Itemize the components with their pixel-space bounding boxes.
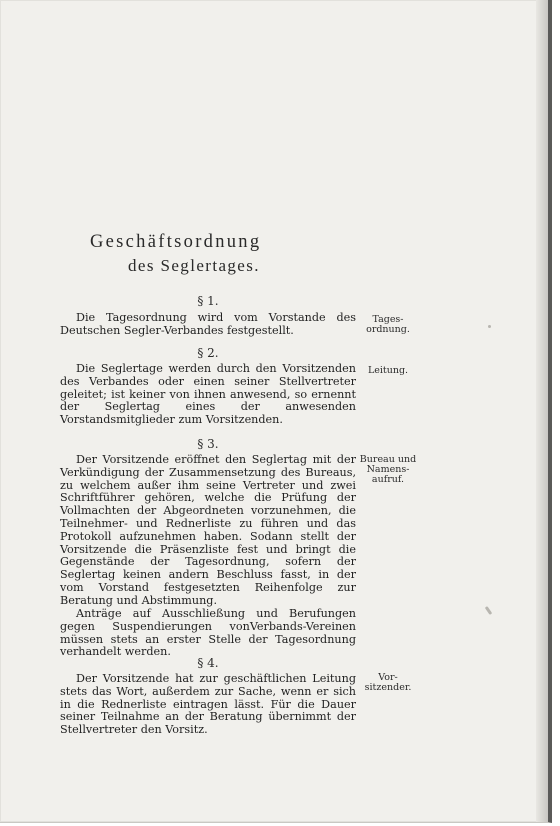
section-1-margin-note: Tages- ordnung. (366, 314, 410, 335)
paper-speck (488, 325, 491, 328)
section-3-number: § 3. (197, 437, 219, 451)
title-line-2: des Seglertages. (128, 256, 260, 275)
section-3-text: Der Vorsitzende eröffnet den Seglertag mit der Verkündigung der Zusammensetzung des Bureaus, zu welchem außer ihm seine Vertreter und zwei Schriftführer gehören, welche die Prüfung der Vollmachten der Abgeordneten vorzunehmen, die Teilnehmer- und Rednerliste zu führen und das Protokoll aufzunehmen haben. Sodann stellt der Vorsitzende die Präsenzliste fest und bringt die Gegenstände der Tagesordnung, sofern der Seglertag keinen andern Beschluss fasst, in der vom Vorstand festgesetzten Reihenfolge zur Beratung und Abstimmung. (60, 453, 356, 607)
paper-speck (485, 606, 493, 615)
section-2-margin-note: Leitung. (367, 365, 409, 376)
section-2-text: Die Seglertage werden durch den Vorsitzenden des Verbandes oder einen seiner Stellvertreter geleitet; ist keiner von ihnen anwesend, so ernennt der Seglertag eines der anwesenden Vorstandsmitglieder zum Vorsitzenden. (60, 362, 356, 427)
page-edge (536, 0, 548, 822)
section-3-margin-note: Bureau und Namens- aufruf. (359, 454, 417, 485)
title-line-1: Geschäftsordnung (90, 232, 262, 252)
section-4-text: Der Vorsitzende hat zur geschäftlichen Leitung stets das Wort, außerdem zur Sache, wenn er sich in die Rednerliste eintragen lässt. Für die Dauer seiner Teilnahme an der Beratung übernimmt der Stellvertreter den Vorsitz. (60, 672, 356, 737)
section-3-text-2: Anträge auf Ausschließung und Berufungen gegen Suspendierungen vonVerbands-Vereinen müssen stets an erster Stelle der Tagesordnung verhandelt werden. (60, 607, 356, 659)
section-1-number: § 1. (197, 294, 219, 308)
section-1-text: Die Tagesordnung wird vom Vorstande des Deutschen Segler-Verbandes festgestellt. (60, 311, 356, 337)
section-4-number: § 4. (197, 656, 219, 670)
section-2-number: § 2. (197, 346, 219, 360)
section-4-margin-note: Vor- sitzender. (364, 672, 412, 693)
